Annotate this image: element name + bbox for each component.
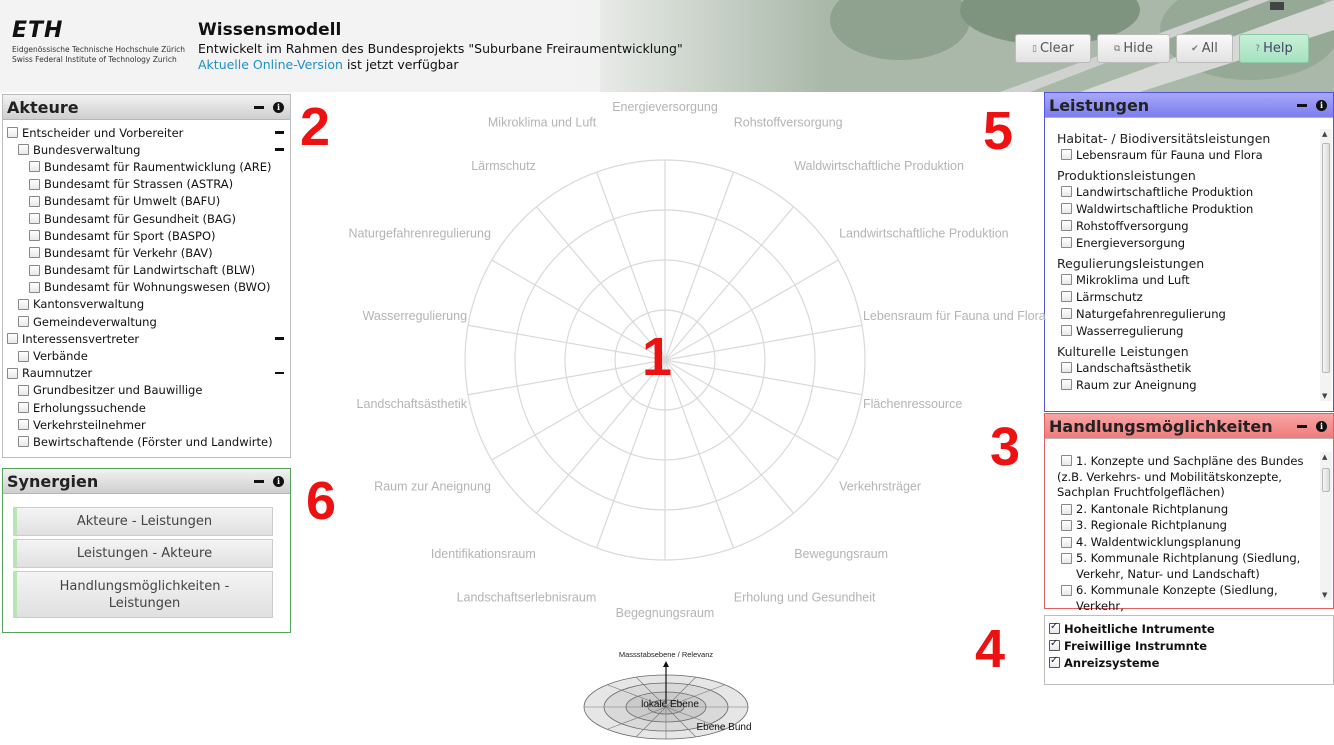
checkbox[interactable] <box>1049 640 1060 651</box>
logo-subtitle-en: Swiss Federal Institute of Technology Zurich <box>12 55 177 64</box>
radar-spoke <box>665 360 794 513</box>
tree-item[interactable] <box>3 141 290 158</box>
handlung-item[interactable] <box>1045 550 1319 582</box>
handlung-item[interactable] <box>1045 517 1319 534</box>
tree-item-label: Erholungssuchende <box>33 400 146 415</box>
akteure-title: Akteure <box>7 97 79 117</box>
all-button-label: All <box>1201 41 1218 56</box>
tree-item-label: Bundesamt für Strassen (ASTRA) <box>44 177 234 192</box>
checkbox[interactable] <box>1061 585 1072 596</box>
akteure-panel <box>2 94 291 458</box>
collapse-icon[interactable] <box>275 131 284 134</box>
radar-axis-label[interactable]: Landschaftserlebnisraum <box>456 590 597 605</box>
tree-item[interactable] <box>3 176 290 193</box>
eth-logo[interactable]: ETH <box>12 18 64 43</box>
synergien-panel <box>2 468 291 633</box>
leistungen-group-heading: Regulierungsleistungen <box>1057 256 1205 271</box>
checkbox[interactable] <box>1061 362 1072 373</box>
checkbox[interactable] <box>29 179 40 190</box>
tree-item[interactable] <box>3 296 290 313</box>
instrumente-panel <box>1044 615 1334 685</box>
handlung-header <box>1045 414 1333 439</box>
checkbox[interactable] <box>1061 553 1072 564</box>
handlung-label: 4. Waldentwicklungsplanung <box>1076 534 1242 549</box>
instrument-label: Freiwillige Instrumnte <box>1064 638 1208 653</box>
checkbox[interactable] <box>1061 504 1072 515</box>
radar-axis-label[interactable]: Begegnungsraum <box>615 606 715 620</box>
leistung-label: Lebensraum für Fauna und Flora <box>1076 147 1263 162</box>
handlung-list <box>1045 452 1319 613</box>
marker-number-akteure: 2 <box>300 97 331 157</box>
handlung-item[interactable] <box>1045 452 1319 501</box>
checkbox[interactable] <box>29 265 40 276</box>
checkbox[interactable] <box>1061 379 1072 390</box>
leistungen-group-heading: Habitat- / Biodiversitätsleistungen <box>1057 131 1271 146</box>
leistung-label: Waldwirtschaftliche Produktion <box>1076 201 1254 216</box>
checkbox[interactable] <box>1061 325 1072 336</box>
hide-button-label: Hide <box>1123 41 1154 56</box>
tree-item[interactable] <box>3 416 290 433</box>
radar-axis-label[interactable]: Mikroklima und Luft <box>487 115 597 130</box>
leistung-label: Landschaftsästhetik <box>1076 360 1192 375</box>
collapse-icon[interactable] <box>275 372 284 375</box>
checkbox[interactable] <box>1049 623 1060 634</box>
leistung-item[interactable] <box>1045 359 1319 376</box>
radar-axis-label[interactable]: Landwirtschaftliche Produktion <box>839 226 1009 241</box>
question-icon: ? <box>1255 43 1261 54</box>
tree-item-label: Bundesamt für Landwirtschaft (BLW) <box>44 263 256 278</box>
collapse-icon[interactable] <box>1297 425 1307 428</box>
checkbox[interactable] <box>29 196 40 207</box>
tree-item-label: Kantonsverwaltung <box>33 297 145 312</box>
radar-axis-label[interactable]: Wasserregulierung <box>362 309 468 324</box>
checkbox[interactable] <box>1061 149 1072 160</box>
marker-number-instrumente: 4 <box>975 619 1006 679</box>
checkbox[interactable] <box>7 333 18 344</box>
scale-outer-label: Ebene Bund <box>696 722 752 733</box>
instrument-item[interactable] <box>1045 620 1333 637</box>
synergy-leistungen-akteure-button[interactable]: Leistungen - Akteure <box>13 539 273 568</box>
radar-axis-label[interactable]: Verkehrsträger <box>839 479 922 494</box>
radar-axis-label[interactable]: Waldwirtschaftliche Produktion <box>794 159 964 174</box>
tree-item-label: Bundesamt für Umwelt (BAFU) <box>44 194 221 209</box>
checkbox[interactable] <box>29 213 40 224</box>
synergien-title: Synergien <box>7 471 99 491</box>
handlung-item[interactable] <box>1045 534 1319 551</box>
leistung-item[interactable] <box>1045 217 1319 234</box>
handlung-label: 2. Kantonale Richtplanung <box>1076 501 1229 516</box>
leistungen-group-heading: Kulturelle Leistungen <box>1057 344 1189 359</box>
tree-item-label: Gemeindeverwaltung <box>33 314 157 329</box>
tree-item[interactable] <box>3 399 290 416</box>
checkbox[interactable] <box>18 419 29 430</box>
leistung-item[interactable] <box>1045 234 1319 251</box>
instrumente-list <box>1045 616 1333 671</box>
tree-item[interactable] <box>3 158 290 175</box>
checkbox[interactable] <box>1061 455 1072 466</box>
radar-spoke <box>665 207 794 360</box>
all-button[interactable] <box>1176 34 1233 63</box>
instrument-label: Hoheitliche Intrumente <box>1064 621 1215 636</box>
tree-item-label: Bewirtschaftende (Förster und Landwirte) <box>33 434 273 449</box>
info-icon[interactable]: i <box>273 102 284 113</box>
scroll-down-icon[interactable]: ▼ <box>1322 591 1328 599</box>
info-icon[interactable]: i <box>1316 100 1327 111</box>
online-version-link[interactable]: Aktuelle Online-Version <box>198 57 343 72</box>
marker-number-handlung: 3 <box>990 417 1021 477</box>
checkbox[interactable] <box>18 385 29 396</box>
checkbox[interactable] <box>1061 291 1072 302</box>
leistung-item[interactable] <box>1045 146 1319 163</box>
instrument-label: Anreizsysteme <box>1064 655 1160 670</box>
scroll-up-icon[interactable]: ▲ <box>1322 453 1328 461</box>
check-icon: ✔ <box>1191 43 1199 54</box>
leistung-label: Landwirtschaftliche Produktion <box>1076 184 1254 199</box>
tree-item-label: Bundesamt für Sport (BASPO) <box>44 228 216 243</box>
synergy-akteure-leistungen-button[interactable]: Akteure - Leistungen <box>13 507 273 536</box>
handlung-label: 5. Kommunale Richtplanung (Siedlung, Verkehr, Natur- und Landschaft) <box>1076 551 1301 581</box>
radar-axis-label[interactable]: Lärmschutz <box>471 159 536 174</box>
leistung-item[interactable] <box>1045 288 1319 305</box>
checkbox[interactable] <box>1061 274 1072 285</box>
leistungen-scrollbar[interactable] <box>1320 129 1332 401</box>
copy-icon: ⧉ <box>1113 43 1121 54</box>
document-icon: ▯ <box>1032 43 1037 54</box>
tree-item-label: Verbände <box>33 349 88 364</box>
radar-axis-label[interactable]: Energieversorgung <box>612 100 718 114</box>
scroll-thumb[interactable] <box>1322 143 1330 373</box>
handlung-item[interactable] <box>1045 501 1319 518</box>
tree-item-label: Verkehrsteilnehmer <box>33 417 146 432</box>
tree-item[interactable] <box>3 244 290 261</box>
checkbox[interactable] <box>7 127 18 138</box>
instrument-item[interactable] <box>1045 654 1333 671</box>
scroll-down-icon[interactable]: ▼ <box>1322 392 1328 400</box>
checkbox[interactable] <box>18 436 29 447</box>
leistung-label: Energieversorgung <box>1076 235 1186 250</box>
radar-axis-label[interactable]: Flächenressource <box>862 396 963 411</box>
tree-item-label: Bundesverwaltung <box>33 142 141 157</box>
tree-item-label: Raumnutzer <box>22 366 93 381</box>
checkbox[interactable] <box>1061 203 1072 214</box>
checkbox[interactable] <box>18 351 29 362</box>
tree-item-label: Entscheider und Vorbereiter <box>22 125 184 140</box>
collapse-icon[interactable] <box>275 337 284 340</box>
tree-item[interactable] <box>3 433 290 450</box>
collapse-icon[interactable] <box>1297 104 1307 107</box>
collapse-icon[interactable] <box>254 480 264 483</box>
radar-axis-label[interactable]: Raum zur Aneignung <box>374 479 491 494</box>
logo-subtitle-de: Eidgenössische Technische Hochschule Zürich <box>12 45 186 54</box>
checkbox[interactable] <box>1061 220 1072 231</box>
synergy-handlung-leistungen-button[interactable]: Handlungsmöglichkeiten - Leistungen <box>13 571 273 618</box>
tree-item[interactable] <box>3 124 290 141</box>
checkbox[interactable] <box>1061 237 1072 248</box>
leistungen-list <box>1045 126 1319 402</box>
akteure-header <box>3 95 290 120</box>
leistung-item[interactable] <box>1045 322 1319 339</box>
radar-axis-label[interactable]: Landschaftsästhetik <box>356 396 468 411</box>
help-button-label: Help <box>1263 41 1293 56</box>
tree-item[interactable] <box>3 365 290 382</box>
checkbox[interactable] <box>18 299 29 310</box>
akteure-tree <box>3 120 290 451</box>
synergien-header <box>3 469 290 494</box>
scale-legend-title: Massstabsebene / Relevanz <box>618 650 714 659</box>
marker-number-center: 1 <box>642 327 673 387</box>
instrument-item[interactable] <box>1045 637 1333 654</box>
radar-axis-label[interactable]: Naturgefahrenregulierung <box>348 226 491 241</box>
leistungen-header <box>1045 93 1333 118</box>
leistung-label: Raum zur Aneignung <box>1076 377 1197 392</box>
radar-spoke <box>665 360 733 548</box>
checkbox[interactable] <box>7 368 18 379</box>
checkbox[interactable] <box>18 316 29 327</box>
info-icon[interactable]: i <box>273 476 284 487</box>
checkbox[interactable] <box>18 144 29 155</box>
radar-chart <box>330 96 1046 626</box>
radar-spoke <box>665 172 733 360</box>
leistung-item[interactable] <box>1045 183 1319 200</box>
info-icon[interactable]: i <box>1316 421 1327 432</box>
tree-item-label: Bundesamt für Raumentwicklung (ARE) <box>44 159 272 174</box>
tree-item[interactable] <box>3 227 290 244</box>
tree-item[interactable] <box>3 193 290 210</box>
handlung-scrollbar[interactable] <box>1320 452 1332 600</box>
leistung-label: Lärmschutz <box>1076 289 1143 304</box>
tree-item-label: Grundbesitzer und Bauwillige <box>33 383 203 398</box>
marker-number-synergien: 6 <box>306 471 337 531</box>
handlung-label: 6. Kommunale Konzepte (Siedlung, Verkehr, <box>1076 583 1278 613</box>
leistung-item[interactable] <box>1045 376 1319 393</box>
leistung-label: Mikroklima und Luft <box>1076 272 1190 287</box>
checkbox[interactable] <box>29 161 40 172</box>
radar-axis-label[interactable]: Identifikationsraum <box>430 546 536 561</box>
scroll-up-icon[interactable]: ▲ <box>1322 130 1328 138</box>
clear-button-label: Clear <box>1039 41 1074 56</box>
leistungen-panel <box>1044 92 1334 412</box>
collapse-icon[interactable] <box>254 106 264 109</box>
checkbox[interactable] <box>29 230 40 241</box>
handlung-panel <box>1044 413 1334 613</box>
checkbox[interactable] <box>1061 520 1072 531</box>
radar-spoke <box>597 360 665 548</box>
checkbox[interactable] <box>29 247 40 258</box>
arrow-head-icon <box>663 661 669 667</box>
checkbox[interactable] <box>29 282 40 293</box>
collapse-icon[interactable] <box>275 148 284 151</box>
handlung-label: 3. Regionale Richtplanung <box>1076 518 1227 532</box>
checkbox[interactable] <box>18 402 29 413</box>
page-subtitle: Entwickelt im Rahmen des Bundesprojekts "Suburbane Freiraumentwicklung" <box>198 41 683 56</box>
leistung-label: Naturgefahrenregulierung <box>1076 306 1226 321</box>
leistung-label: Wasserregulierung <box>1076 323 1184 338</box>
radar-axis-label[interactable]: Lebensraum für Fauna und Flora <box>862 309 1046 324</box>
checkbox[interactable] <box>1061 537 1072 548</box>
leistung-item[interactable] <box>1045 200 1319 217</box>
tree-item[interactable] <box>3 262 290 279</box>
tree-item[interactable] <box>3 347 290 364</box>
tree-item-label: Interessensvertreter <box>22 331 140 346</box>
marker-number-leistungen: 5 <box>983 101 1014 161</box>
clear-button[interactable] <box>1015 34 1091 63</box>
tree-item[interactable] <box>3 330 290 347</box>
checkbox[interactable] <box>1049 657 1060 668</box>
tree-item-label: Bundesamt für Verkehr (BAV) <box>44 245 213 260</box>
leistungen-title: Leistungen <box>1049 95 1150 115</box>
tree-item[interactable] <box>3 382 290 399</box>
leistungen-group-heading: Produktionsleistungen <box>1057 168 1196 183</box>
scroll-thumb[interactable] <box>1322 468 1330 492</box>
online-version-suffix: ist jetzt verfügbar <box>342 57 459 72</box>
online-version-note <box>198 57 459 72</box>
handlung-title: Handlungsmöglichkeiten <box>1049 416 1273 436</box>
radar-axis-label[interactable]: Bewegungsraum <box>794 546 889 561</box>
checkbox[interactable] <box>1061 186 1072 197</box>
radar-axis-label[interactable]: Erholung und Gesundheit <box>733 590 876 605</box>
header-banner <box>0 0 1334 92</box>
tree-item[interactable] <box>3 279 290 296</box>
leistung-item[interactable] <box>1045 305 1319 322</box>
help-button[interactable] <box>1239 34 1309 63</box>
radar-axis-label[interactable]: Rohstoffversorgung <box>733 115 843 130</box>
tree-item[interactable] <box>3 210 290 227</box>
handlung-item[interactable] <box>1045 582 1319 614</box>
hide-button[interactable] <box>1097 34 1170 63</box>
checkbox[interactable] <box>1061 308 1072 319</box>
scale-legend <box>578 645 758 745</box>
tree-item[interactable] <box>3 313 290 330</box>
page-title: Wissensmodell <box>198 20 342 40</box>
scale-inner-label: lokale Ebene <box>641 699 699 710</box>
handlung-label: 1. Konzepte und Sachpläne des Bundes (z.B. Verkehrs- und Mobilitätskonzepte, Sachplan Fruchtfolgeflächen) <box>1057 454 1304 499</box>
tree-item-label: Bundesamt für Wohnungswesen (BWO) <box>44 280 271 295</box>
tree-item-label: Bundesamt für Gesundheit (BAG) <box>44 211 236 226</box>
leistung-item[interactable] <box>1045 271 1319 288</box>
leistung-label: Rohstoffversorgung <box>1076 218 1189 233</box>
